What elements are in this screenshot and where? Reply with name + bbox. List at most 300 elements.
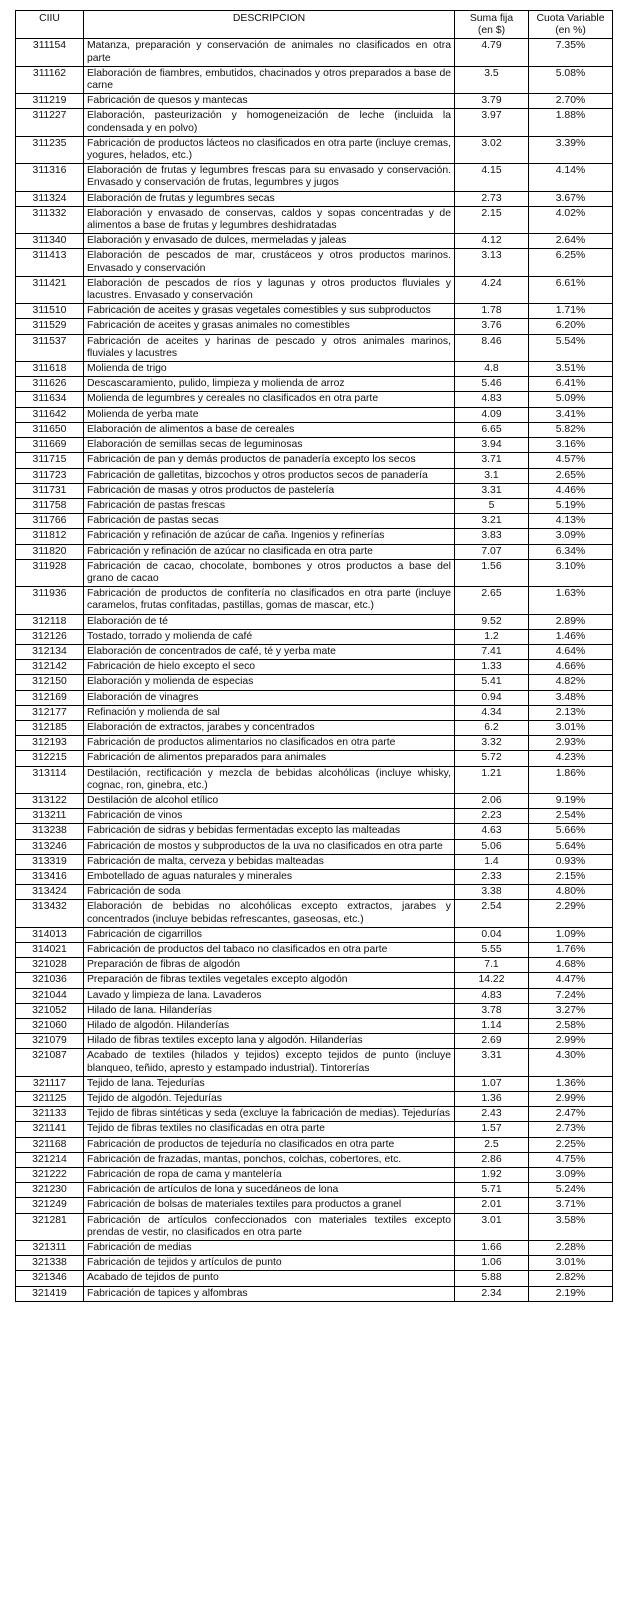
table-row	[16, 644, 613, 659]
table-row	[16, 839, 613, 854]
table-row	[16, 885, 613, 900]
cuota-variable-cell: 1.46%	[529, 629, 613, 644]
suma-fija-cell: 5.72	[455, 751, 529, 766]
ciiu-cell: 313416	[16, 869, 84, 884]
ciiu-cell: 311936	[16, 587, 84, 614]
cuota-variable-cell: 3.16%	[529, 438, 613, 453]
descripcion-cell: Elaboración de bebidas no alcohólicas excepto extractos, jarabes y concentrados (incluye bebidas refrescantes, gaseosas, etc.)	[84, 900, 455, 927]
table-row	[16, 483, 613, 498]
table-row	[16, 824, 613, 839]
table-row	[16, 422, 613, 437]
suma-fija-cell: 4.63	[455, 824, 529, 839]
cuota-variable-cell: 1.76%	[529, 943, 613, 958]
suma-fija-cell: 3.38	[455, 885, 529, 900]
cuota-variable-cell: 4.30%	[529, 1049, 613, 1076]
suma-fija-cell: 2.01	[455, 1198, 529, 1213]
ciiu-cell: 311618	[16, 362, 84, 377]
suma-fija-cell: 8.46	[455, 334, 529, 361]
ciiu-cell: 311413	[16, 249, 84, 276]
table-row	[16, 690, 613, 705]
table-row	[16, 94, 613, 109]
table-row	[16, 1152, 613, 1167]
table-row	[16, 529, 613, 544]
table-row	[16, 468, 613, 483]
ciiu-cell: 311510	[16, 304, 84, 319]
cuota-variable-cell: 2.99%	[529, 1034, 613, 1049]
cuota-variable-cell: 9.19%	[529, 793, 613, 808]
suma-fija-cell: 3.02	[455, 136, 529, 163]
suma-fija-cell: 3.76	[455, 319, 529, 334]
suma-fija-cell: 4.79	[455, 39, 529, 66]
ciiu-cell: 321338	[16, 1256, 84, 1271]
descripcion-cell: Molienda de legumbres y cereales no clasificados en otra parte	[84, 392, 455, 407]
table-row	[16, 453, 613, 468]
table-row	[16, 514, 613, 529]
descripcion-cell: Elaboración de alimentos a base de cereales	[84, 422, 455, 437]
ciiu-cell: 321060	[16, 1019, 84, 1034]
ciiu-cell: 312169	[16, 690, 84, 705]
ciiu-cell: 313424	[16, 885, 84, 900]
table-row	[16, 407, 613, 422]
descripcion-cell: Elaboración de vinagres	[84, 690, 455, 705]
descripcion-cell: Fabricación de productos alimentarios no clasificados en otra parte	[84, 736, 455, 751]
descripcion-cell: Fabricación de alimentos preparados para animales	[84, 751, 455, 766]
cuota-variable-cell: 5.08%	[529, 66, 613, 93]
suma-fija-cell: 5.88	[455, 1271, 529, 1286]
descripcion-cell: Acabado de tejidos de punto	[84, 1271, 455, 1286]
suma-fija-cell: 5	[455, 498, 529, 513]
descripcion-cell: Fabricación de pan y demás productos de panadería excepto los secos	[84, 453, 455, 468]
cuota-variable-cell: 2.29%	[529, 900, 613, 927]
ciiu-cell: 312185	[16, 720, 84, 735]
suma-fija-cell: 5.55	[455, 943, 529, 958]
cuota-variable-cell: 3.67%	[529, 191, 613, 206]
cuota-variable-cell: 4.64%	[529, 644, 613, 659]
ciiu-cell: 321214	[16, 1152, 84, 1167]
table-row	[16, 660, 613, 675]
suma-fija-cell: 3.01	[455, 1213, 529, 1240]
descripcion-cell: Molienda de yerba mate	[84, 407, 455, 422]
ciiu-cell: 311642	[16, 407, 84, 422]
cuota-variable-cell: 0.93%	[529, 854, 613, 869]
cuota-variable-cell: 3.27%	[529, 1003, 613, 1018]
header-suma-fija-line1: Suma fija	[469, 13, 514, 24]
table-row	[16, 1019, 613, 1034]
cuota-variable-cell: 4.14%	[529, 164, 613, 191]
table-row	[16, 249, 613, 276]
descripcion-cell: Preparación de fibras textiles vegetales excepto algodón	[84, 973, 455, 988]
descripcion-cell: Molienda de trigo	[84, 362, 455, 377]
suma-fija-cell: 7.07	[455, 544, 529, 559]
cuota-variable-cell: 5.64%	[529, 839, 613, 854]
cuota-variable-cell: 4.75%	[529, 1152, 613, 1167]
cuota-variable-cell: 1.09%	[529, 927, 613, 942]
ciiu-cell: 321052	[16, 1003, 84, 1018]
ciiu-rates-table	[15, 10, 613, 1302]
ciiu-cell: 313246	[16, 839, 84, 854]
cuota-variable-cell: 4.46%	[529, 483, 613, 498]
descripcion-cell: Preparación de fibras de algodón	[84, 958, 455, 973]
ciiu-cell: 311162	[16, 66, 84, 93]
suma-fija-cell: 1.33	[455, 660, 529, 675]
ciiu-cell: 311332	[16, 206, 84, 233]
ciiu-cell: 311219	[16, 94, 84, 109]
descripcion-cell: Fabricación de vinos	[84, 809, 455, 824]
table-row	[16, 377, 613, 392]
descripcion-cell: Elaboración y molienda de especias	[84, 675, 455, 690]
ciiu-cell: 311316	[16, 164, 84, 191]
ciiu-cell: 314021	[16, 943, 84, 958]
table-row	[16, 809, 613, 824]
table-row	[16, 276, 613, 303]
table-row	[16, 854, 613, 869]
ciiu-cell: 311812	[16, 529, 84, 544]
header-ciiu: CIIU	[16, 11, 84, 39]
ciiu-cell: 321117	[16, 1076, 84, 1091]
ciiu-cell: 321044	[16, 988, 84, 1003]
suma-fija-cell: 4.15	[455, 164, 529, 191]
suma-fija-cell: 1.78	[455, 304, 529, 319]
table-row	[16, 191, 613, 206]
ciiu-cell: 311626	[16, 377, 84, 392]
table-row	[16, 720, 613, 735]
table-row	[16, 164, 613, 191]
table-row	[16, 1092, 613, 1107]
table-row	[16, 1286, 613, 1301]
cuota-variable-cell: 6.25%	[529, 249, 613, 276]
table-row	[16, 736, 613, 751]
ciiu-cell: 321281	[16, 1213, 84, 1240]
descripcion-cell: Matanza, preparación y conservación de animales no clasificados en otra parte	[84, 39, 455, 66]
ciiu-cell: 313211	[16, 809, 84, 824]
descripcion-cell: Elaboración de semillas secas de leguminosas	[84, 438, 455, 453]
descripcion-cell: Descascaramiento, pulido, limpieza y molienda de arroz	[84, 377, 455, 392]
table-row	[16, 793, 613, 808]
ciiu-cell: 312134	[16, 644, 84, 659]
cuota-variable-cell: 2.25%	[529, 1137, 613, 1152]
cuota-variable-cell: 4.66%	[529, 660, 613, 675]
table-row	[16, 1213, 613, 1240]
descripcion-cell: Fabricación de pastas frescas	[84, 498, 455, 513]
cuota-variable-cell: 4.82%	[529, 675, 613, 690]
suma-fija-cell: 7.1	[455, 958, 529, 973]
table-row	[16, 39, 613, 66]
cuota-variable-cell: 1.88%	[529, 109, 613, 136]
table-row	[16, 900, 613, 927]
descripcion-cell: Fabricación de tapices y alfombras	[84, 1286, 455, 1301]
suma-fija-cell: 4.09	[455, 407, 529, 422]
descripcion-cell: Tejido de fibras sintéticas y seda (excluye la fabricación de medias). Tejedurías	[84, 1107, 455, 1122]
suma-fija-cell: 4.24	[455, 276, 529, 303]
header-descripcion: DESCRIPCION	[84, 11, 455, 39]
ciiu-cell: 311928	[16, 559, 84, 586]
table-row	[16, 705, 613, 720]
ciiu-cell: 321036	[16, 973, 84, 988]
ciiu-cell: 321222	[16, 1168, 84, 1183]
descripcion-cell: Fabricación de malta, cerveza y bebidas malteadas	[84, 854, 455, 869]
descripcion-cell: Elaboración, pasteurización y homogeneización de leche (incluida la condensada y en polvo)	[84, 109, 455, 136]
suma-fija-cell: 1.36	[455, 1092, 529, 1107]
suma-fija-cell: 2.15	[455, 206, 529, 233]
cuota-variable-cell: 1.63%	[529, 587, 613, 614]
cuota-variable-cell: 2.19%	[529, 1286, 613, 1301]
suma-fija-cell: 4.12	[455, 234, 529, 249]
suma-fija-cell: 4.83	[455, 988, 529, 1003]
cuota-variable-cell: 1.86%	[529, 766, 613, 793]
ciiu-cell: 311669	[16, 438, 84, 453]
header-suma-fija-line2: (en $)	[477, 25, 506, 37]
suma-fija-cell: 2.5	[455, 1137, 529, 1152]
descripcion-cell: Hilado de algodón. Hilanderías	[84, 1019, 455, 1034]
ciiu-cell: 312126	[16, 629, 84, 644]
descripcion-cell: Fabricación de productos de confitería no clasificados en otra parte (incluye caramelos, frutas confitadas, pastillas, gomas de mascar, etc.)	[84, 587, 455, 614]
descripcion-cell: Refinación y molienda de sal	[84, 705, 455, 720]
suma-fija-cell: 3.31	[455, 483, 529, 498]
suma-fija-cell: 6.65	[455, 422, 529, 437]
descripcion-cell: Elaboración y envasado de dulces, mermeladas y jaleas	[84, 234, 455, 249]
suma-fija-cell: 2.86	[455, 1152, 529, 1167]
header-row	[16, 11, 613, 39]
suma-fija-cell: 3.71	[455, 453, 529, 468]
suma-fija-cell: 1.56	[455, 559, 529, 586]
header-suma-fija	[455, 11, 529, 39]
cuota-variable-cell: 6.41%	[529, 377, 613, 392]
table-row	[16, 234, 613, 249]
suma-fija-cell: 3.97	[455, 109, 529, 136]
suma-fija-cell: 1.92	[455, 1168, 529, 1183]
ciiu-cell: 311421	[16, 276, 84, 303]
descripcion-cell: Destilación, rectificación y mezcla de bebidas alcohólicas (incluye whisky, cognac, ron, ginebra, etc.)	[84, 766, 455, 793]
descripcion-cell: Elaboración de pescados de ríos y lagunas y otros productos fluviales y lacustres. Envasado y conservación	[84, 276, 455, 303]
cuota-variable-cell: 2.82%	[529, 1271, 613, 1286]
ciiu-cell: 311235	[16, 136, 84, 163]
table-row	[16, 1003, 613, 1018]
cuota-variable-cell: 5.19%	[529, 498, 613, 513]
suma-fija-cell: 1.4	[455, 854, 529, 869]
cuota-variable-cell: 5.54%	[529, 334, 613, 361]
cuota-variable-cell: 5.24%	[529, 1183, 613, 1198]
cuota-variable-cell: 6.20%	[529, 319, 613, 334]
suma-fija-cell: 0.04	[455, 927, 529, 942]
ciiu-cell: 321028	[16, 958, 84, 973]
suma-fija-cell: 2.06	[455, 793, 529, 808]
cuota-variable-cell: 3.51%	[529, 362, 613, 377]
ciiu-cell: 311766	[16, 514, 84, 529]
ciiu-cell: 321311	[16, 1241, 84, 1256]
descripcion-cell: Elaboración de frutas y legumbres secas	[84, 191, 455, 206]
cuota-variable-cell: 2.15%	[529, 869, 613, 884]
suma-fija-cell: 2.65	[455, 587, 529, 614]
ciiu-cell: 312118	[16, 614, 84, 629]
cuota-variable-cell: 3.01%	[529, 1256, 613, 1271]
table-row	[16, 988, 613, 1003]
cuota-variable-cell: 2.13%	[529, 705, 613, 720]
ciiu-cell: 321346	[16, 1271, 84, 1286]
table-row	[16, 1034, 613, 1049]
suma-fija-cell: 3.32	[455, 736, 529, 751]
table-row	[16, 927, 613, 942]
table-row	[16, 1256, 613, 1271]
cuota-variable-cell: 2.58%	[529, 1019, 613, 1034]
ciiu-cell: 321249	[16, 1198, 84, 1213]
cuota-variable-cell: 2.70%	[529, 94, 613, 109]
ciiu-cell: 321168	[16, 1137, 84, 1152]
descripcion-cell: Fabricación de aceites y grasas animales no comestibles	[84, 319, 455, 334]
descripcion-cell: Hilado de lana. Hilanderías	[84, 1003, 455, 1018]
suma-fija-cell: 3.31	[455, 1049, 529, 1076]
cuota-variable-cell: 3.58%	[529, 1213, 613, 1240]
ciiu-cell: 321087	[16, 1049, 84, 1076]
table-row	[16, 362, 613, 377]
table-row	[16, 66, 613, 93]
suma-fija-cell: 4.34	[455, 705, 529, 720]
suma-fija-cell: 3.79	[455, 94, 529, 109]
ciiu-cell: 313319	[16, 854, 84, 869]
descripcion-cell: Fabricación de productos de tejeduría no clasificados en otra parte	[84, 1137, 455, 1152]
cuota-variable-cell: 3.48%	[529, 690, 613, 705]
suma-fija-cell: 4.8	[455, 362, 529, 377]
suma-fija-cell: 3.78	[455, 1003, 529, 1018]
table-row	[16, 614, 613, 629]
descripcion-cell: Elaboración de frutas y legumbres frescas para su envasado y conservación. Envasado y conservación de frutas, legumbres y jugos	[84, 164, 455, 191]
suma-fija-cell: 3.5	[455, 66, 529, 93]
suma-fija-cell: 7.41	[455, 644, 529, 659]
descripcion-cell: Fabricación de artículos de lona y sucedáneos de lona	[84, 1183, 455, 1198]
table-row	[16, 958, 613, 973]
table-row	[16, 109, 613, 136]
suma-fija-cell: 3.83	[455, 529, 529, 544]
suma-fija-cell: 5.46	[455, 377, 529, 392]
table-body	[16, 39, 613, 1301]
descripcion-cell: Fabricación y refinación de azúcar no clasificada en otra parte	[84, 544, 455, 559]
descripcion-cell: Tostado, torrado y molienda de café	[84, 629, 455, 644]
table-row	[16, 1183, 613, 1198]
ciiu-cell: 311634	[16, 392, 84, 407]
table-row	[16, 319, 613, 334]
cuota-variable-cell: 5.66%	[529, 824, 613, 839]
suma-fija-cell: 3.1	[455, 468, 529, 483]
suma-fija-cell: 2.54	[455, 900, 529, 927]
ciiu-cell: 311227	[16, 109, 84, 136]
ciiu-cell: 321133	[16, 1107, 84, 1122]
cuota-variable-cell: 1.36%	[529, 1076, 613, 1091]
descripcion-cell: Tejido de lana. Tejedurías	[84, 1076, 455, 1091]
descripcion-cell: Fabricación de artículos confeccionados con materiales textiles excepto prendas de vestir, no clasificados en otra parte	[84, 1213, 455, 1240]
descripcion-cell: Elaboración y envasado de conservas, caldos y sopas concentradas y de alimentos a base de frutas y legumbres deshidratadas	[84, 206, 455, 233]
table-row	[16, 544, 613, 559]
cuota-variable-cell: 3.09%	[529, 1168, 613, 1183]
suma-fija-cell: 1.21	[455, 766, 529, 793]
ciiu-cell: 312150	[16, 675, 84, 690]
table-row	[16, 1107, 613, 1122]
ciiu-cell: 313114	[16, 766, 84, 793]
ciiu-cell: 311537	[16, 334, 84, 361]
table-row	[16, 498, 613, 513]
descripcion-cell: Lavado y limpieza de lana. Lavaderos	[84, 988, 455, 1003]
descripcion-cell: Fabricación de galletitas, bizcochos y otros productos secos de panadería	[84, 468, 455, 483]
ciiu-cell: 313432	[16, 900, 84, 927]
table-row	[16, 1168, 613, 1183]
cuota-variable-cell: 6.34%	[529, 544, 613, 559]
ciiu-cell: 314013	[16, 927, 84, 942]
ciiu-cell: 312193	[16, 736, 84, 751]
cuota-variable-cell: 2.65%	[529, 468, 613, 483]
ciiu-cell: 313122	[16, 793, 84, 808]
descripcion-cell: Fabricación de pastas secas	[84, 514, 455, 529]
table-header	[16, 11, 613, 39]
cuota-variable-cell: 4.13%	[529, 514, 613, 529]
cuota-variable-cell: 4.47%	[529, 973, 613, 988]
suma-fija-cell: 4.83	[455, 392, 529, 407]
descripcion-cell: Fabricación de bolsas de materiales textiles para productos a granel	[84, 1198, 455, 1213]
ciiu-cell: 311715	[16, 453, 84, 468]
descripcion-cell: Fabricación de soda	[84, 885, 455, 900]
cuota-variable-cell: 4.23%	[529, 751, 613, 766]
cuota-variable-cell: 5.09%	[529, 392, 613, 407]
descripcion-cell: Fabricación de productos lácteos no clasificados en otra parte (incluye cremas, yogures, helados, etc.)	[84, 136, 455, 163]
cuota-variable-cell: 4.57%	[529, 453, 613, 468]
suma-fija-cell: 1.06	[455, 1256, 529, 1271]
table-row	[16, 334, 613, 361]
descripcion-cell: Fabricación de productos del tabaco no clasificados en otra parte	[84, 943, 455, 958]
suma-fija-cell: 5.41	[455, 675, 529, 690]
cuota-variable-cell: 7.35%	[529, 39, 613, 66]
table-row	[16, 751, 613, 766]
cuota-variable-cell: 5.82%	[529, 422, 613, 437]
suma-fija-cell: 1.57	[455, 1122, 529, 1137]
ciiu-cell: 311731	[16, 483, 84, 498]
cuota-variable-cell: 3.41%	[529, 407, 613, 422]
table-row	[16, 1076, 613, 1091]
descripcion-cell: Elaboración de fiambres, embutidos, chacinados y otros preparados a base de carne	[84, 66, 455, 93]
cuota-variable-cell: 4.68%	[529, 958, 613, 973]
cuota-variable-cell: 6.61%	[529, 276, 613, 303]
cuota-variable-cell: 2.89%	[529, 614, 613, 629]
cuota-variable-cell: 2.64%	[529, 234, 613, 249]
ciiu-cell: 312142	[16, 660, 84, 675]
suma-fija-cell: 5.71	[455, 1183, 529, 1198]
suma-fija-cell: 2.69	[455, 1034, 529, 1049]
suma-fija-cell: 5.06	[455, 839, 529, 854]
suma-fija-cell: 9.52	[455, 614, 529, 629]
descripcion-cell: Fabricación de hielo excepto el seco	[84, 660, 455, 675]
descripcion-cell: Fabricación de medias	[84, 1241, 455, 1256]
cuota-variable-cell: 2.28%	[529, 1241, 613, 1256]
ciiu-cell: 311820	[16, 544, 84, 559]
header-cuota-variable	[529, 11, 613, 39]
table-row	[16, 973, 613, 988]
ciiu-cell: 311723	[16, 468, 84, 483]
suma-fija-cell: 2.43	[455, 1107, 529, 1122]
suma-fija-cell: 0.94	[455, 690, 529, 705]
cuota-variable-cell: 4.80%	[529, 885, 613, 900]
table-row	[16, 392, 613, 407]
ciiu-cell: 311154	[16, 39, 84, 66]
table-row	[16, 559, 613, 586]
table-row	[16, 943, 613, 958]
table-row	[16, 1241, 613, 1256]
table-row	[16, 675, 613, 690]
suma-fija-cell: 1.2	[455, 629, 529, 644]
suma-fija-cell: 2.73	[455, 191, 529, 206]
ciiu-cell: 311324	[16, 191, 84, 206]
cuota-variable-cell: 2.93%	[529, 736, 613, 751]
cuota-variable-cell: 3.09%	[529, 529, 613, 544]
descripcion-cell: Fabricación de tejidos y artículos de punto	[84, 1256, 455, 1271]
suma-fija-cell: 3.94	[455, 438, 529, 453]
cuota-variable-cell: 3.10%	[529, 559, 613, 586]
table-row	[16, 1122, 613, 1137]
